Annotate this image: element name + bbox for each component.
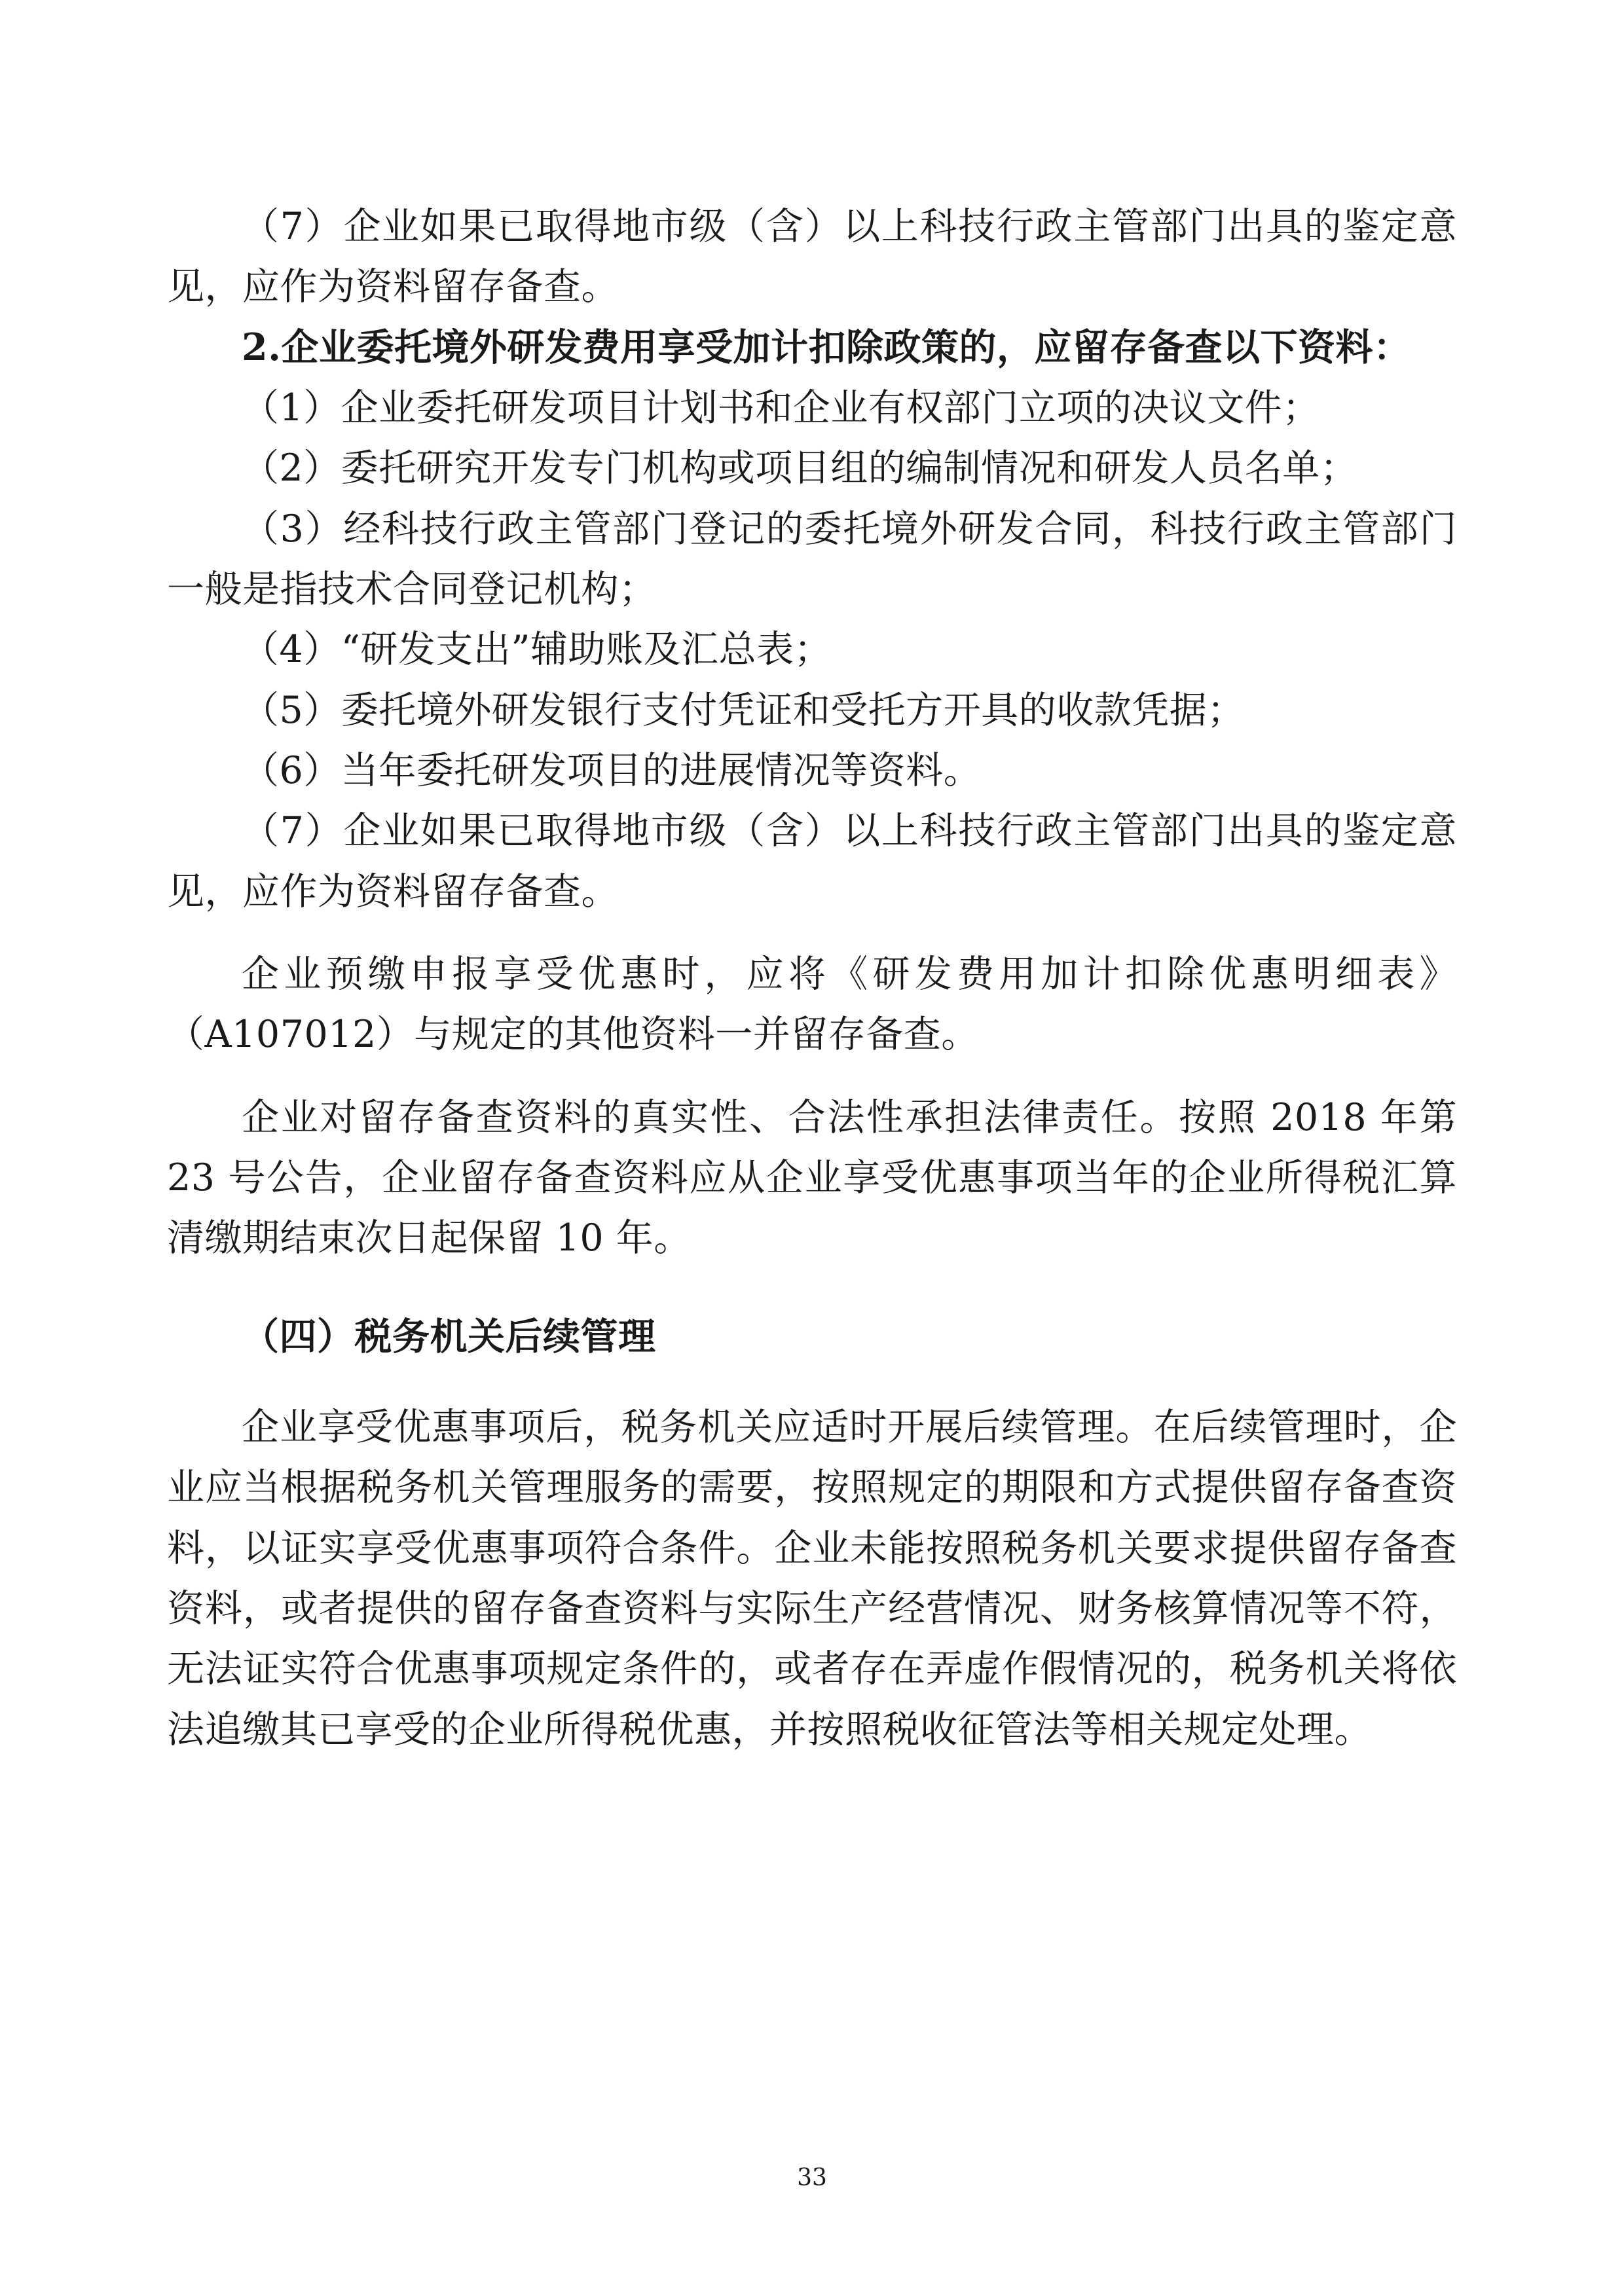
paragraph-item-3: （3）经科技行政主管部门登记的委托境外研发合同，科技行政主管部门一般是指技术合同登记机构； [167, 507, 1457, 611]
paragraph-item-4: （4）“研发支出”辅助账及汇总表； [242, 628, 832, 672]
paragraph-item-2: （2）委托研究开发专门机构或项目组的编制情况和研发人员名单； [242, 446, 1358, 490]
document-body [167, 196, 1457, 1760]
paragraph-item-7-first: （7）企业如果已取得地市级（含）以上科技行政主管部门出具的鉴定意见，应作为资料留存备查。 [167, 205, 1457, 309]
paragraph-item-6: （6）当年委托研发项目的进展情况等资料。 [242, 748, 982, 792]
paragraph-section-2-heading: 2.企业委托境外研发费用享受加计扣除政策的，应留存备查以下资料： [242, 325, 1411, 369]
paragraph-item-7-second: （7）企业如果已取得地市级（含）以上科技行政主管部门出具的鉴定意见，应作为资料留存备查。 [167, 809, 1457, 913]
paragraph-followup-management: 企业享受优惠事项后，税务机关应适时开展后续管理。在后续管理时，企业应当根据税务机关管理服务的需要，按照规定的期限和方式提供留存备查资料，以证实享受优惠事项符合条件。企业未能按照税务机关要求提供留存备查资料，或者提供的留存备查资料与实际生产经营情况、财务核算情况等不符，无法证实符合优惠事项规定条件的，或者存在弄虚作假情况的，税务机关将依法追缴其已享受的企业所得税优惠，并按照税收征管法等相关规定处理。 [167, 1405, 1457, 1751]
page-number: 33 [797, 2164, 827, 2191]
paragraph-prepayment-declaration: 企业预缴申报享受优惠时，应将《研发费用加计扣除优惠明细表》（A107012）与规定的其他资料一并留存备查。 [167, 952, 1457, 1057]
paragraph-retention-responsibility: 企业对留存备查资料的真实性、合法性承担法律责任。按照 2018 年第 23 号公告，企业留存备查资料应从企业享受优惠事项当年的企业所得税汇算清缴期结束次日起保留 10 年。 [167, 1095, 1457, 1260]
section-heading-four: （四）税务机关后续管理 [242, 1314, 656, 1358]
paragraph-item-1: （1）企业委托研发项目计划书和企业有权部门立项的决议文件； [242, 386, 1320, 429]
paragraph-item-5: （5）委托境外研发银行支付凭证和受托方开具的收款凭据； [242, 688, 1245, 732]
